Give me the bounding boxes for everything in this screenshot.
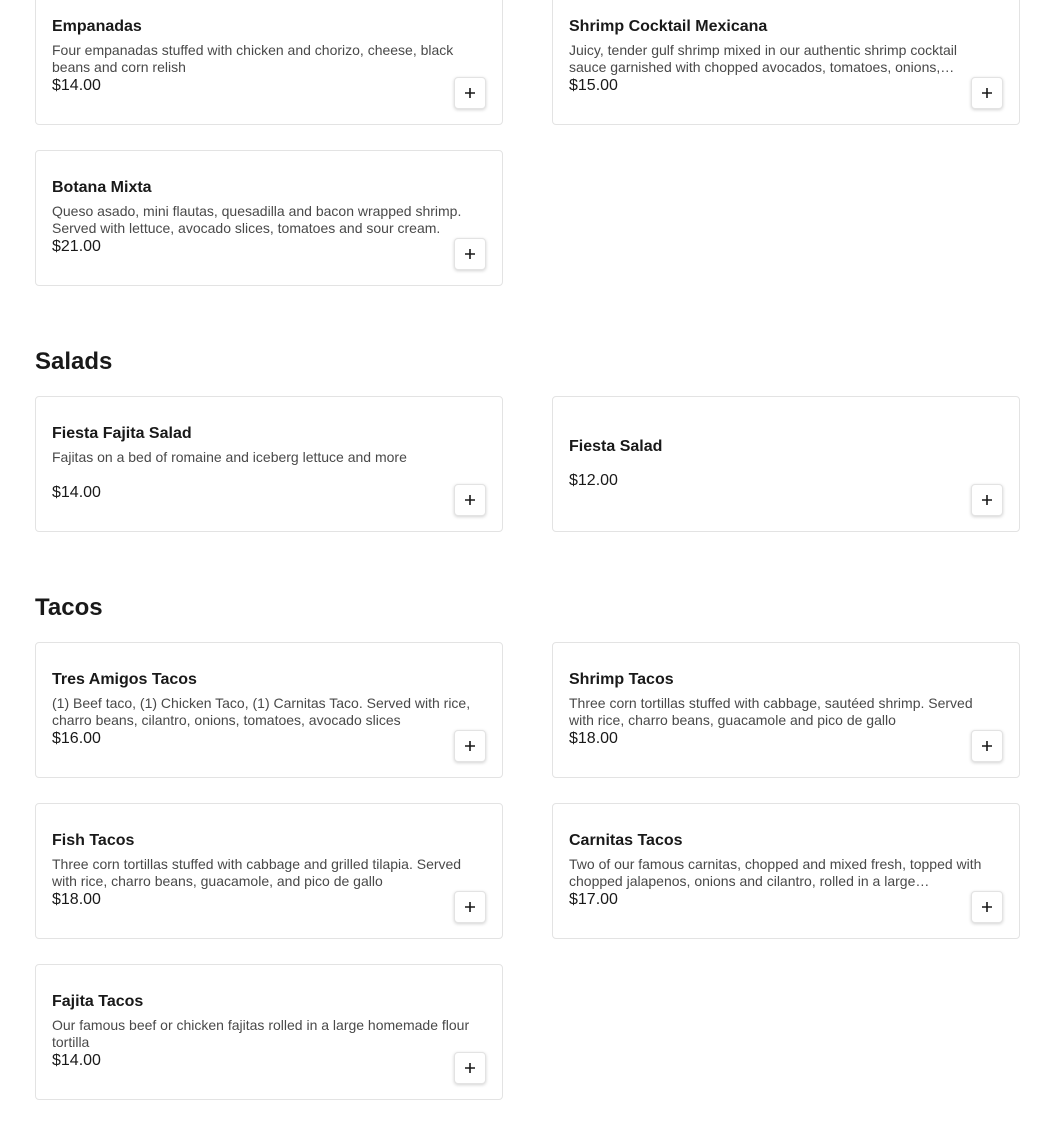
item-name: Fish Tacos xyxy=(52,832,135,849)
item-name: Tres Amigos Tacos xyxy=(52,671,197,688)
item-price: $17.00 xyxy=(569,891,618,908)
item-description: Our famous beef or chicken fajitas rolled in a large homemade flour tortilla xyxy=(52,1017,470,1050)
menu-item-card[interactable] xyxy=(552,0,1020,125)
item-price: $18.00 xyxy=(52,891,101,908)
item-name: Empanadas xyxy=(52,18,142,35)
item-name: Fajita Tacos xyxy=(52,993,144,1010)
plus-icon xyxy=(464,1062,476,1074)
menu-item-card[interactable] xyxy=(35,396,503,532)
add-to-order-button[interactable] xyxy=(454,238,486,270)
add-to-order-button[interactable] xyxy=(454,77,486,109)
plus-icon xyxy=(981,901,993,913)
item-price: $14.00 xyxy=(52,484,101,501)
menu-item-card[interactable] xyxy=(35,642,503,778)
item-name: Shrimp Cocktail Mexicana xyxy=(569,18,768,35)
add-to-order-button[interactable] xyxy=(454,484,486,516)
item-description: Four empanadas stuffed with chicken and chorizo, cheese, black beans and corn relish xyxy=(52,42,454,75)
section-title-tacos: Tacos xyxy=(35,594,103,621)
item-description: Queso asado, mini flautas, quesadilla and bacon wrapped shrimp. Served with lettuce, avocado slices, tomatoes and sour cream. xyxy=(52,203,462,236)
item-description: Fajitas on a bed of romaine and iceberg lettuce and more xyxy=(52,449,407,465)
add-to-order-button[interactable] xyxy=(971,730,1003,762)
item-price: $12.00 xyxy=(569,472,618,489)
item-name: Fiesta Salad xyxy=(569,438,663,455)
item-description: Two of our famous carnitas, chopped and mixed fresh, topped with chopped jalapenos, onions and cilantro, rolled in a large xyxy=(569,856,982,889)
menu-item-card[interactable] xyxy=(552,803,1020,939)
add-to-order-button[interactable] xyxy=(971,891,1003,923)
item-description: (1) Beef taco, (1) Chicken Taco, (1) Carnitas Taco. Served with rice, charro beans, cilantro, onions, tomatoes, avocado slices xyxy=(52,695,471,728)
plus-icon xyxy=(981,87,993,99)
item-price: $18.00 xyxy=(569,730,618,747)
add-to-order-button[interactable] xyxy=(971,77,1003,109)
plus-icon xyxy=(464,901,476,913)
plus-icon xyxy=(464,740,476,752)
add-to-order-button[interactable] xyxy=(454,730,486,762)
item-description: Three corn tortillas stuffed with cabbage and grilled tilapia. Served with rice, charro beans, guacamole, and pico de gallo xyxy=(52,856,462,889)
add-to-order-button[interactable] xyxy=(454,1052,486,1084)
item-price: $21.00 xyxy=(52,238,101,255)
add-to-order-button[interactable] xyxy=(454,891,486,923)
item-price: $15.00 xyxy=(569,77,618,94)
menu-item-card[interactable] xyxy=(35,150,503,286)
item-name: Shrimp Tacos xyxy=(569,671,674,688)
item-price: $16.00 xyxy=(52,730,101,747)
item-name: Botana Mixta xyxy=(52,179,152,196)
menu-item-card[interactable] xyxy=(35,964,503,1100)
section-title-salads: Salads xyxy=(35,348,113,375)
add-to-order-button[interactable] xyxy=(971,484,1003,516)
menu-item-card[interactable] xyxy=(35,0,503,125)
item-name: Fiesta Fajita Salad xyxy=(52,425,192,442)
menu-item-card[interactable] xyxy=(552,396,1020,532)
plus-icon xyxy=(981,494,993,506)
item-description: Juicy, tender gulf shrimp mixed in our authentic shrimp cocktail sauce garnished with chopped avocados, tomatoes, onions, xyxy=(569,42,958,75)
item-name: Carnitas Tacos xyxy=(569,832,683,849)
plus-icon xyxy=(464,248,476,260)
item-price: $14.00 xyxy=(52,77,101,94)
plus-icon xyxy=(981,740,993,752)
menu-item-card[interactable] xyxy=(552,642,1020,778)
item-description: Three corn tortillas stuffed with cabbage, sautéed shrimp. Served with rice, charro beans, guacamole and pico de gallo xyxy=(569,695,973,728)
menu-item-card[interactable] xyxy=(35,803,503,939)
item-price: $14.00 xyxy=(52,1052,101,1069)
plus-icon xyxy=(464,494,476,506)
plus-icon xyxy=(464,87,476,99)
